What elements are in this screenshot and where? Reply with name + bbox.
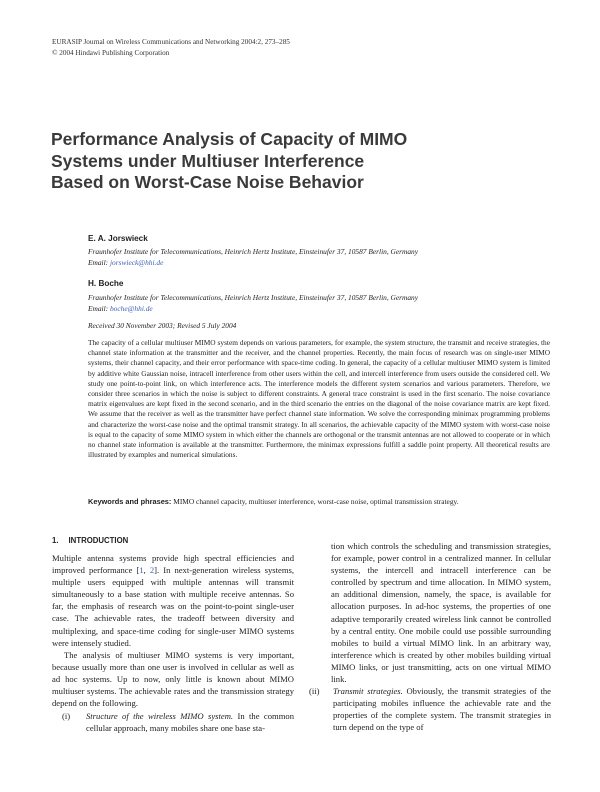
list-item-continuation: tion which controls the scheduling and transmission strategies, for example, power control in a centralized manner. In cellular systems, the intercell and intracell interference can be controlled by spectrum and time allocation. In MIMO system, an additional dimension, namely, the space, is available for allocation purposes. In ad-hoc systems, the properties of one adaptive temporarily created wireless link cannot be controlled by a central entity. One mobile could use possible surrounding mobiles to build a virtual MIMO link. In an arbitrary way, interference which is created by other mobiles building virtual MIMO links, or just transmitting, acts on one virtual MIMO link.: [331, 541, 551, 685]
list-item-title: Transmit strategies.: [333, 686, 403, 697]
right-column: [307, 540, 551, 734]
list-item: [307, 685, 551, 733]
intro-paragraph-2: The analysis of multiuser MIMO systems is very important, because usually more than one user is involved in cellular as well as ad hoc systems. Up to now, only little is known about MIMO multiuser systems. The achievable rates and the transmission strategy depend on the following.: [52, 649, 294, 709]
text-run: ,: [143, 565, 150, 576]
section-heading: [52, 536, 128, 545]
author-affiliation: [88, 246, 418, 268]
email-link[interactable]: jorswieck@hhi.de: [109, 258, 164, 267]
section-title: INTRODUCTION: [68, 536, 129, 545]
journal-header: [52, 37, 290, 59]
text-run: Multiple antenna systems provide high spectral efficiencies and improved performance [: [52, 553, 294, 576]
list-item: [52, 710, 294, 734]
title-line-3: Based on Worst-Case Noise Behavior: [51, 172, 364, 192]
journal-citation: EURASIP Journal on Wireless Communications and Networking 2004:2, 273–285: [52, 38, 290, 46]
affiliation-text: Fraunhofer Institute for Telecommunications, Heinrich Hertz Institute, Einsteinufer 37, 10587 Berlin, Germany: [88, 247, 419, 256]
citation-link[interactable]: 1: [139, 565, 144, 576]
author-name: H. Boche: [88, 279, 124, 288]
keywords-text: MIMO channel capacity, multiuser interference, worst-case noise, optimal transmission strategy.: [173, 497, 459, 506]
author-affiliation: [88, 292, 418, 314]
list-item-label: (ii): [309, 686, 320, 697]
affiliation-text: Fraunhofer Institute for Telecommunications, Heinrich Hertz Institute, Einsteinufer 37, 10587 Berlin, Germany: [88, 293, 419, 302]
text-run: In the common cellular approach, many mobiles share one base sta-: [86, 711, 294, 734]
text-run: ]. In next-generation wireless systems, multiple users equipped with multiple antennas will transmit simultaneously to a base station with multiple receive antennas. So far, the emphasis of research was on the point-to-point single-user case. The achievable rates, the tradeoff between diversity and multiplexing, and space-time coding for single-user MIMO systems were intensely studied.: [52, 565, 295, 648]
email-link[interactable]: boche@hhi.de: [109, 304, 153, 313]
intro-paragraph-1: [52, 552, 294, 649]
email-label: Email:: [88, 304, 109, 313]
author-name: E. A. Jorswieck: [88, 234, 148, 243]
text-run: Obviously, the transmit strategies of the participating mobiles influence the achievable rate and the properties of the complete system. The transmit strategies in turn depend on the type of: [333, 686, 551, 733]
email-line: [88, 257, 418, 268]
section-number: 1.: [52, 536, 59, 545]
email-line: [88, 303, 418, 314]
list-item-title: Structure of the wireless MIMO system.: [86, 711, 234, 722]
list-item-text: [333, 685, 551, 733]
list-item-text: [86, 710, 294, 734]
citation-link[interactable]: 2: [149, 565, 155, 576]
paper-title: [51, 129, 491, 194]
list-item-label: (i): [62, 711, 71, 722]
email-label: Email:: [88, 258, 109, 267]
copyright-line: © 2004 Hindawi Publishing Corporation: [52, 49, 170, 57]
keywords: [88, 497, 550, 506]
left-column: [52, 552, 294, 734]
title-line-2: Systems under Multiuser Interference: [51, 150, 365, 171]
received-dates: Received 30 November 2003; Revised 5 July 2004: [88, 321, 237, 330]
keywords-label: Keywords and phrases:: [88, 497, 172, 506]
abstract: The capacity of a cellular multiuser MIMO system depends on various parameters, for example, the system structure, the transmit and receive strategies, the channel state information at the transmitter and the receiver, and the channel properties. Recently, the main focus of research was on single-user MIMO systems, their channel capacity, and their error performance with space-time coding. In general, the capacity of a cellular multiuser MIMO system is limited by additive white Gaussian noise, intracell interference from other users within the cell, and intercell interference from users outside the considered cell. We study one point-to-point link, on which interference acts. The interference models the different system scenarios and various parameters. Therefore, we consider three scenarios in which the noise is subject to different constraints. A general trace constraint is used in the first scenario. The noise covariance matrix eigenvalues are kept fixed in the second scenario, and in the third scenario the entries on the diagonal of the noise covariance matrix are kept fixed. We assume that the receiver as well as the transmitter have perfect channel state information. We solve the corresponding minimax programming problems and characterize the worst-case noise and the optimal transmit strategy. In all scenarios, the achievable capacity of the MIMO system with worst-case noise is equal to the capacity of some MIMO system in which either the channels are orthogonal or the transmit antennas are not allowed to cooperate or in which no channel state information is available at the transmitter. Furthermore, the minimax expressions fulfill a saddle point property. All theoretical results are illustrated by examples and numerical simulations.: [88, 338, 550, 460]
title-line-1: Performance Analysis of Capacity of MIMO: [51, 129, 408, 149]
